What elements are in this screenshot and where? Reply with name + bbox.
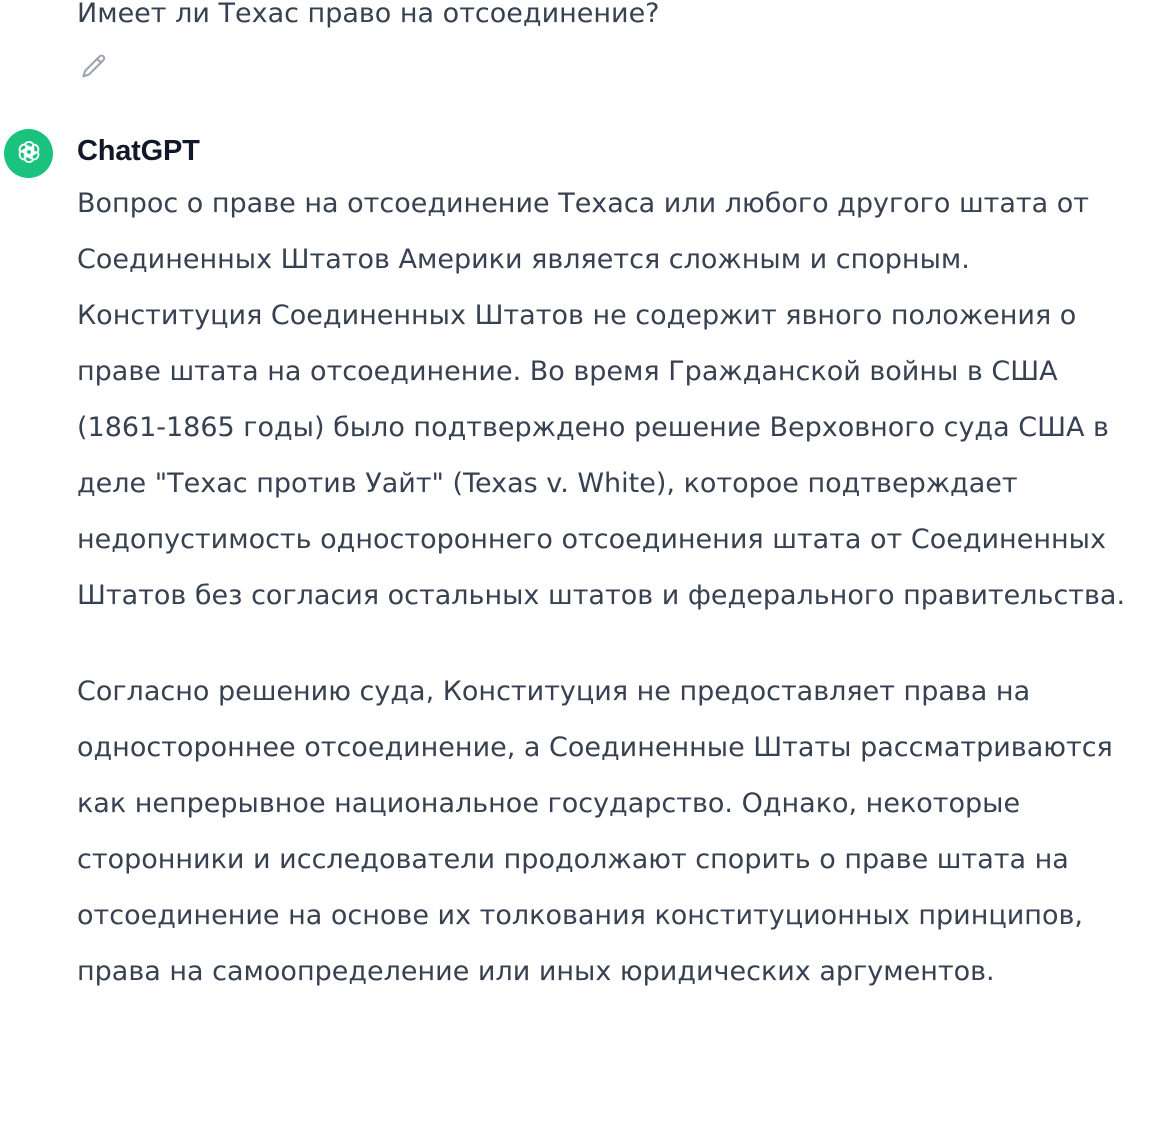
edit-message-button[interactable] bbox=[74, 50, 114, 88]
assistant-message bbox=[77, 176, 1137, 1000]
assistant-name: ChatGPT bbox=[77, 135, 200, 167]
assistant-avatar bbox=[4, 129, 53, 178]
user-message: Имеет ли Техас право на отсоединение? bbox=[77, 0, 660, 29]
answer-paragraph: Согласно решению суда, Конституция не предоставляет права на одностороннее отсоединение, а Соединенные Штаты рассматриваются как непрерывное национальное государство. Однако, некоторые сторонники и исследователи продолжают спорить о праве штата на отсоединение на основе их толкования конституционных принципов, права на самоопределение или иных юридических аргументов. bbox=[77, 676, 1113, 987]
pencil-icon bbox=[79, 52, 109, 86]
answer-paragraph: Вопрос о праве на отсоединение Техаса или любого другого штата от Соединенных Штатов Америки является сложным и спорным. Конституция Соединенных Штатов не содержит явного положения о праве штата на отсоединение. Во время Гражданской войны в США (1861-1865 годы) было подтверждено решение Верховного суда США в деле "Техас против Уайт" (Texas v. White), которое подтверждает недопустимость одностороннего отсоединения штата от Соединенных Штатов без согласия остальных штатов и федерального правительства. bbox=[77, 188, 1126, 611]
openai-logo-icon bbox=[13, 136, 45, 172]
